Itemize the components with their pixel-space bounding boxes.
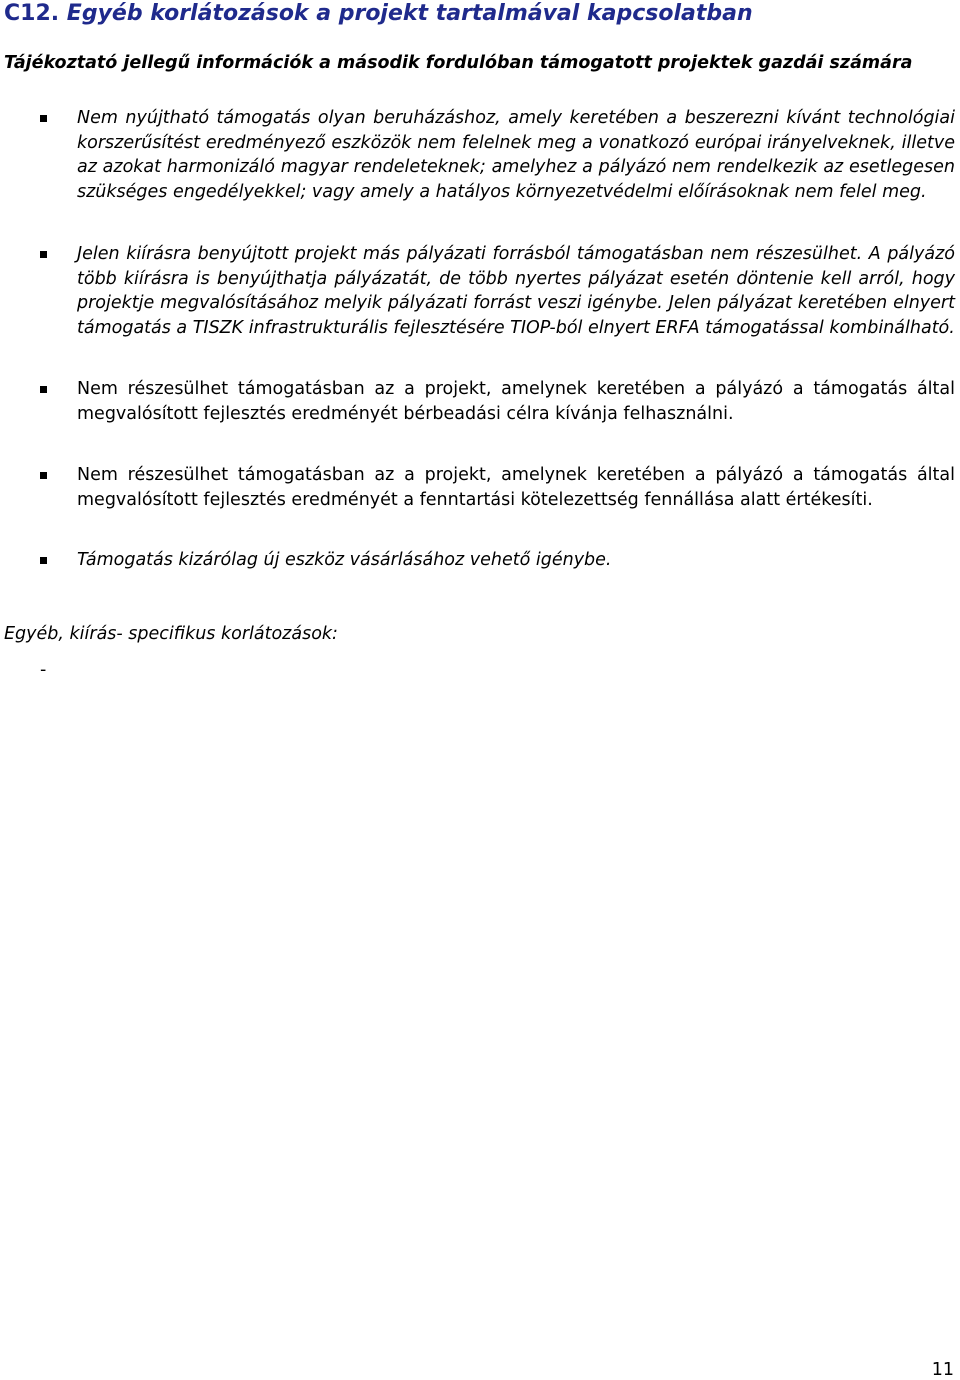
list-item (77, 377, 955, 426)
bullet-marker-icon (40, 472, 47, 479)
list-item-text: Nem részesülhet támogatásban az a projekt, amelynek keretében a pályázó a támogatás által megvalósított fejlesztés eredményét bérbeadási célra kívánja felhasználni. (77, 379, 955, 424)
list-item (77, 242, 955, 340)
bullet-marker-icon (40, 251, 47, 258)
other-restrictions-value: - (40, 660, 47, 680)
page-number: 11 (931, 1360, 954, 1380)
section-number: C12. (4, 1, 60, 26)
section-title: Egyéb korlátozások a projekt tartalmával kapcsolatban (66, 1, 753, 26)
subheading: Tájékoztató jellegű információk a második fordulóban támogatott projektek gazdái számára (4, 53, 913, 73)
list-item (77, 463, 955, 512)
bullet-marker-icon (40, 115, 47, 122)
list-item-text-part: Jelen pályázat keretében elnyert támogatás a TISZK infrastrukturális fejlesztésére TIOP-ból elnyert ERFA támogatással kombinálható. (77, 293, 955, 338)
list-item-text: Nem részesülhet támogatásban az a projekt, amelynek keretében a pályázó a támogatás által megvalósított fejlesztés eredményét a fenntartási kötelezettség fennállása alatt értékesíti. (77, 465, 955, 510)
list-item-text: Nem nyújtható támogatás olyan beruházáshoz, amely keretében a beszerezni kívánt technológiai korszerűsítést eredményező eszközök nem felelnek meg a vonatkozó európai irányelveknek, illetve az azokat harmonizáló magyar rendeleteknek; amelyhez a pályázó nem rendelkezik az esetlegesen szükséges engedélyekkel; vagy amely a hatályos környezetvédelmi előírásoknak nem felel meg. (77, 108, 955, 202)
bullet-marker-icon (40, 386, 47, 393)
list-item-text: Támogatás kizárólag új eszköz vásárlásához vehető igénybe. (77, 550, 612, 570)
section-heading (4, 0, 753, 27)
list-item-text-part: Jelen kiírásra benyújtott projekt más pályázati forrásból támogatásban nem részesülhet. (77, 244, 863, 264)
list-item (77, 106, 955, 204)
bullet-marker-icon (40, 557, 47, 564)
list-item-text-part: A pályázó több kiírásra is benyújthatja pályázatát, de több nyertes pályázat esetén döntenie kell arról, hogy projektje megvalósításához melyik pályázati forrást veszi igénybe. (77, 244, 955, 313)
list-item (77, 548, 955, 573)
other-restrictions-label: Egyéb, kiírás- specifikus korlátozások: (4, 624, 338, 644)
